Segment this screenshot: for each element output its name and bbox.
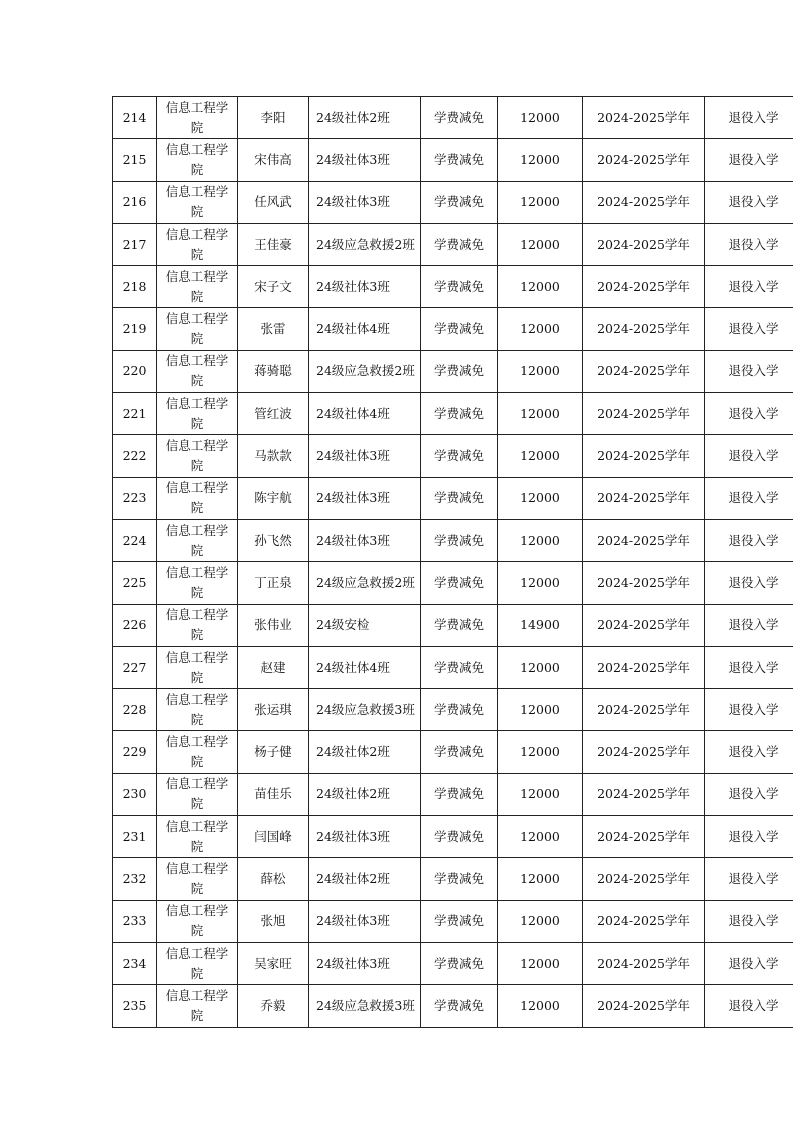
amount-cell: 12000 — [498, 900, 583, 942]
reason-cell: 退役入学 — [705, 858, 793, 900]
student-name-cell: 任风武 — [238, 181, 309, 223]
reason-cell: 退役入学 — [705, 477, 793, 519]
academic-year-cell: 2024-2025学年 — [583, 900, 705, 942]
table-row — [113, 350, 793, 392]
student-name-cell: 薛松 — [238, 858, 309, 900]
amount-cell: 12000 — [498, 139, 583, 181]
reason-cell: 退役入学 — [705, 773, 793, 815]
academic-year-cell: 2024-2025学年 — [583, 266, 705, 308]
table-row — [113, 858, 793, 900]
row-number-cell: 232 — [113, 858, 157, 900]
row-number-cell: 228 — [113, 689, 157, 731]
academic-year-cell: 2024-2025学年 — [583, 519, 705, 561]
aid-type-cell: 学费减免 — [421, 689, 498, 731]
table-row — [113, 604, 793, 646]
academic-year-cell: 2024-2025学年 — [583, 646, 705, 688]
academic-year-cell: 2024-2025学年 — [583, 350, 705, 392]
aid-type-cell: 学费减免 — [421, 477, 498, 519]
amount-cell: 12000 — [498, 393, 583, 435]
academic-year-cell: 2024-2025学年 — [583, 985, 705, 1027]
row-number-cell: 230 — [113, 773, 157, 815]
aid-type-cell: 学费减免 — [421, 519, 498, 561]
student-name-cell: 张运琪 — [238, 689, 309, 731]
class-cell: 24级应急救援3班 — [309, 985, 421, 1027]
row-number-cell: 222 — [113, 435, 157, 477]
college-cell: 信息工程学院 — [157, 477, 238, 519]
amount-cell: 12000 — [498, 942, 583, 984]
college-cell: 信息工程学院 — [157, 393, 238, 435]
academic-year-cell: 2024-2025学年 — [583, 689, 705, 731]
reason-cell: 退役入学 — [705, 816, 793, 858]
aid-type-cell: 学费减免 — [421, 435, 498, 477]
table-row — [113, 942, 793, 984]
row-number-cell: 224 — [113, 519, 157, 561]
class-cell: 24级社体3班 — [309, 900, 421, 942]
reason-cell: 退役入学 — [705, 435, 793, 477]
academic-year-cell: 2024-2025学年 — [583, 773, 705, 815]
student-name-cell: 宋子文 — [238, 266, 309, 308]
class-cell: 24级应急救援2班 — [309, 350, 421, 392]
table-row — [113, 393, 793, 435]
table-row — [113, 308, 793, 350]
aid-type-cell: 学费减免 — [421, 562, 498, 604]
row-number-cell: 227 — [113, 646, 157, 688]
aid-type-cell: 学费减免 — [421, 858, 498, 900]
student-name-cell: 王佳豪 — [238, 223, 309, 265]
amount-cell: 12000 — [498, 519, 583, 561]
reason-cell: 退役入学 — [705, 942, 793, 984]
academic-year-cell: 2024-2025学年 — [583, 604, 705, 646]
row-number-cell: 216 — [113, 181, 157, 223]
amount-cell: 12000 — [498, 858, 583, 900]
table-row — [113, 181, 793, 223]
college-cell: 信息工程学院 — [157, 350, 238, 392]
row-number-cell: 231 — [113, 816, 157, 858]
aid-type-cell: 学费减免 — [421, 181, 498, 223]
academic-year-cell: 2024-2025学年 — [583, 393, 705, 435]
table-row — [113, 900, 793, 942]
amount-cell: 12000 — [498, 689, 583, 731]
class-cell: 24级社体3班 — [309, 435, 421, 477]
student-name-cell: 乔毅 — [238, 985, 309, 1027]
academic-year-cell: 2024-2025学年 — [583, 97, 705, 139]
row-number-cell: 225 — [113, 562, 157, 604]
reason-cell: 退役入学 — [705, 266, 793, 308]
table-row — [113, 562, 793, 604]
student-name-cell: 闫国峰 — [238, 816, 309, 858]
table-row — [113, 985, 793, 1027]
class-cell: 24级社体2班 — [309, 731, 421, 773]
student-name-cell: 马款款 — [238, 435, 309, 477]
college-cell: 信息工程学院 — [157, 773, 238, 815]
amount-cell: 12000 — [498, 773, 583, 815]
student-name-cell: 陈宇航 — [238, 477, 309, 519]
aid-type-cell: 学费减免 — [421, 731, 498, 773]
reason-cell: 退役入学 — [705, 350, 793, 392]
college-cell: 信息工程学院 — [157, 816, 238, 858]
amount-cell: 12000 — [498, 223, 583, 265]
amount-cell: 12000 — [498, 435, 583, 477]
amount-cell: 12000 — [498, 646, 583, 688]
student-name-cell: 管红波 — [238, 393, 309, 435]
table-row — [113, 731, 793, 773]
amount-cell: 12000 — [498, 308, 583, 350]
college-cell: 信息工程学院 — [157, 646, 238, 688]
class-cell: 24级社体2班 — [309, 773, 421, 815]
academic-year-cell: 2024-2025学年 — [583, 858, 705, 900]
amount-cell: 12000 — [498, 985, 583, 1027]
table-row — [113, 773, 793, 815]
row-number-cell: 215 — [113, 139, 157, 181]
academic-year-cell: 2024-2025学年 — [583, 477, 705, 519]
reason-cell: 退役入学 — [705, 519, 793, 561]
amount-cell: 12000 — [498, 731, 583, 773]
row-number-cell: 229 — [113, 731, 157, 773]
academic-year-cell: 2024-2025学年 — [583, 181, 705, 223]
row-number-cell: 226 — [113, 604, 157, 646]
aid-type-cell: 学费减免 — [421, 223, 498, 265]
student-name-cell: 孙飞然 — [238, 519, 309, 561]
amount-cell: 14900 — [498, 604, 583, 646]
aid-type-cell: 学费减免 — [421, 393, 498, 435]
class-cell: 24级社体4班 — [309, 308, 421, 350]
row-number-cell: 223 — [113, 477, 157, 519]
aid-type-cell: 学费减免 — [421, 308, 498, 350]
college-cell: 信息工程学院 — [157, 223, 238, 265]
class-cell: 24级社体2班 — [309, 97, 421, 139]
student-name-cell: 李阳 — [238, 97, 309, 139]
table-row — [113, 97, 793, 139]
row-number-cell: 233 — [113, 900, 157, 942]
aid-type-cell: 学费减免 — [421, 604, 498, 646]
table-row — [113, 477, 793, 519]
row-number-cell: 220 — [113, 350, 157, 392]
student-name-cell: 杨子健 — [238, 731, 309, 773]
college-cell: 信息工程学院 — [157, 900, 238, 942]
reason-cell: 退役入学 — [705, 731, 793, 773]
college-cell: 信息工程学院 — [157, 139, 238, 181]
college-cell: 信息工程学院 — [157, 308, 238, 350]
class-cell: 24级社体4班 — [309, 646, 421, 688]
college-cell: 信息工程学院 — [157, 604, 238, 646]
college-cell: 信息工程学院 — [157, 562, 238, 604]
aid-type-cell: 学费减免 — [421, 266, 498, 308]
college-cell: 信息工程学院 — [157, 435, 238, 477]
academic-year-cell: 2024-2025学年 — [583, 816, 705, 858]
table-row — [113, 435, 793, 477]
college-cell: 信息工程学院 — [157, 689, 238, 731]
table-body — [113, 97, 793, 1028]
college-cell: 信息工程学院 — [157, 731, 238, 773]
class-cell: 24级社体3班 — [309, 816, 421, 858]
reason-cell: 退役入学 — [705, 139, 793, 181]
college-cell: 信息工程学院 — [157, 858, 238, 900]
student-name-cell: 张伟业 — [238, 604, 309, 646]
student-name-cell: 丁正泉 — [238, 562, 309, 604]
class-cell: 24级应急救援3班 — [309, 689, 421, 731]
academic-year-cell: 2024-2025学年 — [583, 308, 705, 350]
table-row — [113, 266, 793, 308]
table-row — [113, 139, 793, 181]
class-cell: 24级社体3班 — [309, 181, 421, 223]
college-cell: 信息工程学院 — [157, 942, 238, 984]
reason-cell: 退役入学 — [705, 689, 793, 731]
college-cell: 信息工程学院 — [157, 181, 238, 223]
amount-cell: 12000 — [498, 477, 583, 519]
class-cell: 24级社体3班 — [309, 477, 421, 519]
row-number-cell: 221 — [113, 393, 157, 435]
table-row — [113, 223, 793, 265]
reason-cell: 退役入学 — [705, 646, 793, 688]
class-cell: 24级安检 — [309, 604, 421, 646]
student-name-cell: 赵建 — [238, 646, 309, 688]
student-name-cell: 蒋骑聪 — [238, 350, 309, 392]
reason-cell: 退役入学 — [705, 562, 793, 604]
class-cell: 24级社体3班 — [309, 942, 421, 984]
student-name-cell: 宋伟高 — [238, 139, 309, 181]
row-number-cell: 217 — [113, 223, 157, 265]
row-number-cell: 218 — [113, 266, 157, 308]
academic-year-cell: 2024-2025学年 — [583, 435, 705, 477]
reason-cell: 退役入学 — [705, 604, 793, 646]
table-row — [113, 816, 793, 858]
academic-year-cell: 2024-2025学年 — [583, 223, 705, 265]
row-number-cell: 219 — [113, 308, 157, 350]
amount-cell: 12000 — [498, 97, 583, 139]
class-cell: 24级社体3班 — [309, 139, 421, 181]
reason-cell: 退役入学 — [705, 308, 793, 350]
aid-type-cell: 学费减免 — [421, 816, 498, 858]
reason-cell: 退役入学 — [705, 223, 793, 265]
college-cell: 信息工程学院 — [157, 266, 238, 308]
table-row — [113, 646, 793, 688]
reason-cell: 退役入学 — [705, 985, 793, 1027]
aid-type-cell: 学费减免 — [421, 900, 498, 942]
student-name-cell: 张雷 — [238, 308, 309, 350]
tuition-waiver-table — [112, 96, 793, 1028]
aid-type-cell: 学费减免 — [421, 942, 498, 984]
row-number-cell: 234 — [113, 942, 157, 984]
class-cell: 24级社体4班 — [309, 393, 421, 435]
student-name-cell: 苗佳乐 — [238, 773, 309, 815]
aid-type-cell: 学费减免 — [421, 97, 498, 139]
reason-cell: 退役入学 — [705, 393, 793, 435]
college-cell: 信息工程学院 — [157, 97, 238, 139]
amount-cell: 12000 — [498, 816, 583, 858]
amount-cell: 12000 — [498, 562, 583, 604]
amount-cell: 12000 — [498, 350, 583, 392]
aid-type-cell: 学费减免 — [421, 350, 498, 392]
academic-year-cell: 2024-2025学年 — [583, 139, 705, 181]
college-cell: 信息工程学院 — [157, 985, 238, 1027]
student-name-cell: 张旭 — [238, 900, 309, 942]
academic-year-cell: 2024-2025学年 — [583, 731, 705, 773]
amount-cell: 12000 — [498, 181, 583, 223]
amount-cell: 12000 — [498, 266, 583, 308]
table-row — [113, 519, 793, 561]
academic-year-cell: 2024-2025学年 — [583, 562, 705, 604]
aid-type-cell: 学费减免 — [421, 646, 498, 688]
college-cell: 信息工程学院 — [157, 519, 238, 561]
class-cell: 24级社体3班 — [309, 266, 421, 308]
class-cell: 24级社体3班 — [309, 519, 421, 561]
reason-cell: 退役入学 — [705, 181, 793, 223]
aid-type-cell: 学费减免 — [421, 773, 498, 815]
academic-year-cell: 2024-2025学年 — [583, 942, 705, 984]
student-name-cell: 吴家旺 — [238, 942, 309, 984]
class-cell: 24级社体2班 — [309, 858, 421, 900]
class-cell: 24级应急救援2班 — [309, 223, 421, 265]
row-number-cell: 235 — [113, 985, 157, 1027]
reason-cell: 退役入学 — [705, 97, 793, 139]
table-row — [113, 689, 793, 731]
class-cell: 24级应急救援2班 — [309, 562, 421, 604]
row-number-cell: 214 — [113, 97, 157, 139]
aid-type-cell: 学费减免 — [421, 985, 498, 1027]
aid-type-cell: 学费减免 — [421, 139, 498, 181]
reason-cell: 退役入学 — [705, 900, 793, 942]
